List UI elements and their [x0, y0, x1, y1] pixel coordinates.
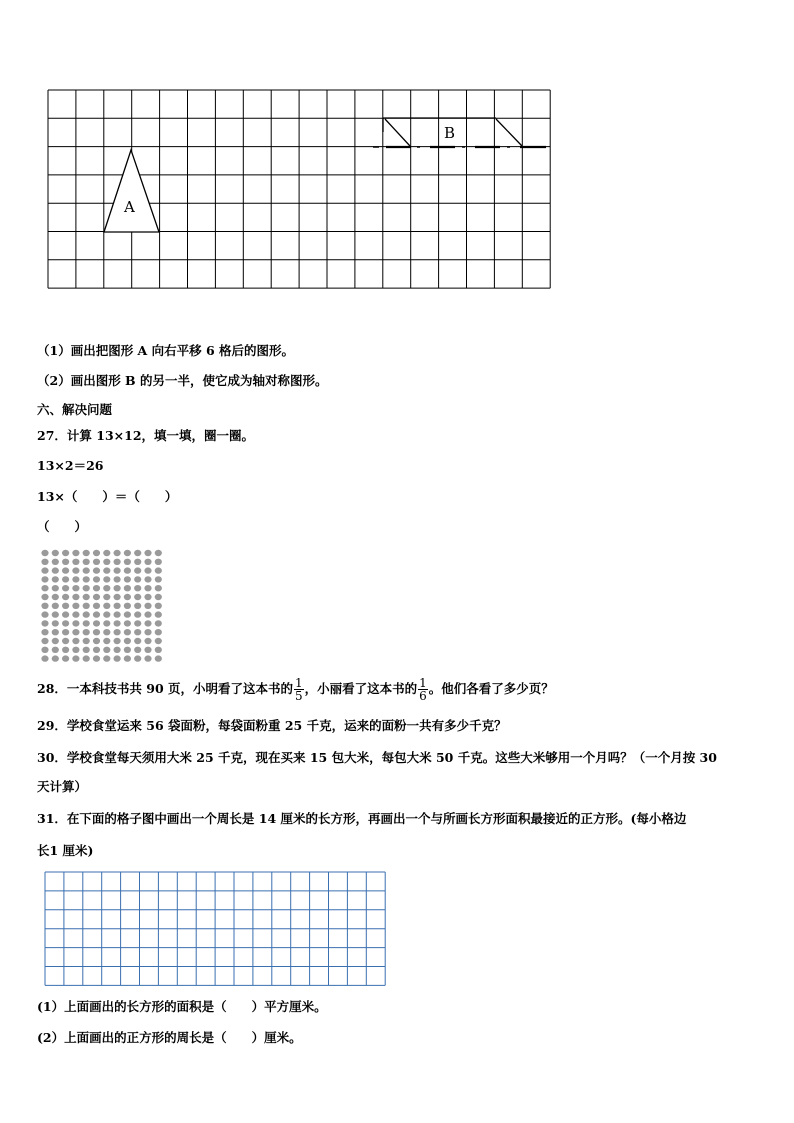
- dot: [144, 594, 151, 600]
- dot: [41, 611, 48, 617]
- dot: [41, 585, 48, 591]
- dot: [103, 629, 110, 635]
- q27-line3: （ ）: [37, 519, 88, 534]
- dot: [41, 638, 48, 644]
- dot: [62, 594, 69, 600]
- dot: [83, 611, 90, 617]
- dot: [93, 655, 100, 661]
- dot: [103, 638, 110, 644]
- dot: [114, 638, 121, 644]
- dot: [103, 655, 110, 661]
- dot: [124, 585, 131, 591]
- dot: [93, 603, 100, 609]
- dot: [144, 603, 151, 609]
- dot: [72, 559, 79, 565]
- dot: [144, 655, 151, 661]
- dot: [114, 629, 121, 635]
- dot: [155, 620, 162, 626]
- dot: [52, 567, 59, 573]
- q28-text-a: 28．一本科技书共 90 页，小明看了这本书的: [37, 681, 293, 696]
- dot: [134, 559, 141, 565]
- dot: [62, 603, 69, 609]
- dot: [93, 550, 100, 556]
- dot: [155, 638, 162, 644]
- dot: [124, 603, 131, 609]
- dot: [72, 585, 79, 591]
- dot: [93, 611, 100, 617]
- q28-fraction-1: [294, 677, 304, 702]
- dot: [124, 576, 131, 582]
- dot: [41, 576, 48, 582]
- triangle-a: [104, 150, 159, 232]
- dot: [103, 576, 110, 582]
- dot-array: [40, 548, 170, 663]
- dot: [83, 550, 90, 556]
- dot: [52, 629, 59, 635]
- dot: [52, 559, 59, 565]
- dot: [134, 585, 141, 591]
- dot: [144, 559, 151, 565]
- dot: [62, 559, 69, 565]
- dot: [41, 559, 48, 565]
- q28-text: [37, 677, 554, 702]
- dot: [72, 567, 79, 573]
- dot: [41, 655, 48, 661]
- dot: [62, 647, 69, 653]
- dot: [124, 567, 131, 573]
- dot: [41, 594, 48, 600]
- dot: [62, 655, 69, 661]
- dot: [52, 576, 59, 582]
- dot: [83, 620, 90, 626]
- dot: [72, 576, 79, 582]
- dot: [83, 603, 90, 609]
- dot: [134, 638, 141, 644]
- dot: [134, 620, 141, 626]
- q30-line1: 30．学校食堂每天须用大米 25 千克，现在买来 15 包大米，每包大米 50 千克。这些大米够用一个月吗？（一个月按 30: [37, 750, 717, 765]
- dot: [103, 611, 110, 617]
- dot: [83, 655, 90, 661]
- dot: [52, 647, 59, 653]
- dot: [155, 629, 162, 635]
- dot: [155, 576, 162, 582]
- dot: [72, 647, 79, 653]
- q28-text-b: ，小丽看了这本书的: [304, 681, 418, 696]
- dot: [72, 611, 79, 617]
- q26-sub2: （2）画出图形 B 的另一半，使它成为轴对称图形。: [37, 373, 328, 388]
- dot: [124, 629, 131, 635]
- dot: [134, 655, 141, 661]
- dot: [134, 603, 141, 609]
- dot: [155, 603, 162, 609]
- translation-symmetry-grid: [0, 0, 794, 300]
- q28-fraction-1-num: 1: [295, 676, 303, 690]
- dot: [62, 620, 69, 626]
- dot: [62, 629, 69, 635]
- dot: [134, 550, 141, 556]
- dot: [93, 629, 100, 635]
- dot: [103, 647, 110, 653]
- dot: [114, 594, 121, 600]
- dot: [52, 594, 59, 600]
- dot: [93, 576, 100, 582]
- dot: [155, 611, 162, 617]
- dot: [144, 585, 151, 591]
- dot: [72, 550, 79, 556]
- dot: [52, 638, 59, 644]
- dot: [124, 550, 131, 556]
- dot: [114, 620, 121, 626]
- dot: [144, 576, 151, 582]
- dot: [72, 620, 79, 626]
- dot: [124, 559, 131, 565]
- shape-b-label: B: [444, 124, 456, 142]
- dot: [134, 629, 141, 635]
- dot: [103, 594, 110, 600]
- area-grid: [0, 866, 400, 986]
- dot: [114, 559, 121, 565]
- dot: [155, 559, 162, 565]
- dot: [52, 611, 59, 617]
- dot: [114, 550, 121, 556]
- dot: [93, 647, 100, 653]
- dot: [93, 638, 100, 644]
- dot: [114, 647, 121, 653]
- dot: [103, 550, 110, 556]
- dot: [93, 567, 100, 573]
- dot: [124, 638, 131, 644]
- dot: [52, 550, 59, 556]
- dot: [72, 638, 79, 644]
- dot: [134, 647, 141, 653]
- dot: [155, 594, 162, 600]
- dot: [52, 655, 59, 661]
- dot: [155, 567, 162, 573]
- dot: [62, 585, 69, 591]
- dot: [62, 567, 69, 573]
- dot: [41, 620, 48, 626]
- dot: [103, 603, 110, 609]
- dot: [103, 567, 110, 573]
- q28-fraction-2-den: 6: [419, 689, 427, 703]
- dot: [41, 567, 48, 573]
- dot: [83, 567, 90, 573]
- dot: [134, 594, 141, 600]
- dot: [144, 550, 151, 556]
- dot: [134, 611, 141, 617]
- section6-title: 六、解决问题: [37, 402, 113, 417]
- dot: [103, 559, 110, 565]
- dot: [134, 576, 141, 582]
- dot: [83, 594, 90, 600]
- dot: [144, 611, 151, 617]
- dot: [155, 647, 162, 653]
- dot: [41, 647, 48, 653]
- dot: [114, 655, 121, 661]
- dot: [62, 576, 69, 582]
- dot: [93, 620, 100, 626]
- dot: [124, 620, 131, 626]
- triangle-a-label: A: [124, 198, 135, 216]
- q27-title: 27．计算 13×12，填一填，圈一圈。: [37, 428, 255, 443]
- dot: [155, 585, 162, 591]
- dot: [144, 638, 151, 644]
- dot: [124, 655, 131, 661]
- q28-fraction-2-num: 1: [419, 676, 427, 690]
- q27-line2: 13×（ ）＝（ ）: [37, 489, 178, 504]
- dot: [93, 594, 100, 600]
- dot: [155, 550, 162, 556]
- dot: [41, 603, 48, 609]
- dot: [72, 655, 79, 661]
- dot: [155, 655, 162, 661]
- dot: [83, 576, 90, 582]
- dot: [83, 585, 90, 591]
- dot: [114, 585, 121, 591]
- dot: [114, 567, 121, 573]
- dot: [72, 629, 79, 635]
- dot: [52, 585, 59, 591]
- dot: [144, 567, 151, 573]
- dot: [144, 620, 151, 626]
- dot: [93, 559, 100, 565]
- dot: [41, 629, 48, 635]
- dot: [72, 603, 79, 609]
- dot: [41, 550, 48, 556]
- dot: [93, 585, 100, 591]
- dot: [72, 594, 79, 600]
- dot: [62, 550, 69, 556]
- q26-sub1: （1）画出把图形 A 向右平移 6 格后的图形。: [37, 343, 295, 358]
- dot: [124, 647, 131, 653]
- q29-text: 29．学校食堂运来 56 袋面粉，每袋面粉重 25 千克，运来的面粉一共有多少千克？: [37, 718, 507, 733]
- q31-sub2: (2）上面画出的正方形的周长是（ ）厘米。: [37, 1030, 302, 1045]
- dot: [52, 603, 59, 609]
- dot: [83, 647, 90, 653]
- q28-text-c: 。他们各看了多少页？: [428, 681, 554, 696]
- dot: [114, 603, 121, 609]
- q31-sub1: (1）上面画出的长方形的面积是（ ）平方厘米。: [37, 999, 327, 1014]
- dot: [62, 638, 69, 644]
- dot: [62, 611, 69, 617]
- dot: [114, 576, 121, 582]
- dot: [144, 629, 151, 635]
- dot: [114, 611, 121, 617]
- dot: [144, 647, 151, 653]
- dot: [103, 620, 110, 626]
- dot: [124, 594, 131, 600]
- q31-line2: 长1 厘米): [37, 843, 94, 858]
- q28-fraction-2: [418, 677, 428, 702]
- dot: [83, 559, 90, 565]
- dot: [124, 611, 131, 617]
- dot: [83, 638, 90, 644]
- dot: [134, 567, 141, 573]
- q30-line2: 天计算）: [37, 779, 88, 794]
- dot: [103, 585, 110, 591]
- q28-fraction-1-den: 5: [295, 689, 303, 703]
- q31-line1: 31．在下面的格子图中画出一个周长是 14 厘米的长方形，再画出一个与所画长方形面积最接近的正方形。(每小格边: [37, 811, 687, 826]
- dot: [52, 620, 59, 626]
- q27-line1: 13×2＝26: [37, 458, 104, 473]
- dot: [83, 629, 90, 635]
